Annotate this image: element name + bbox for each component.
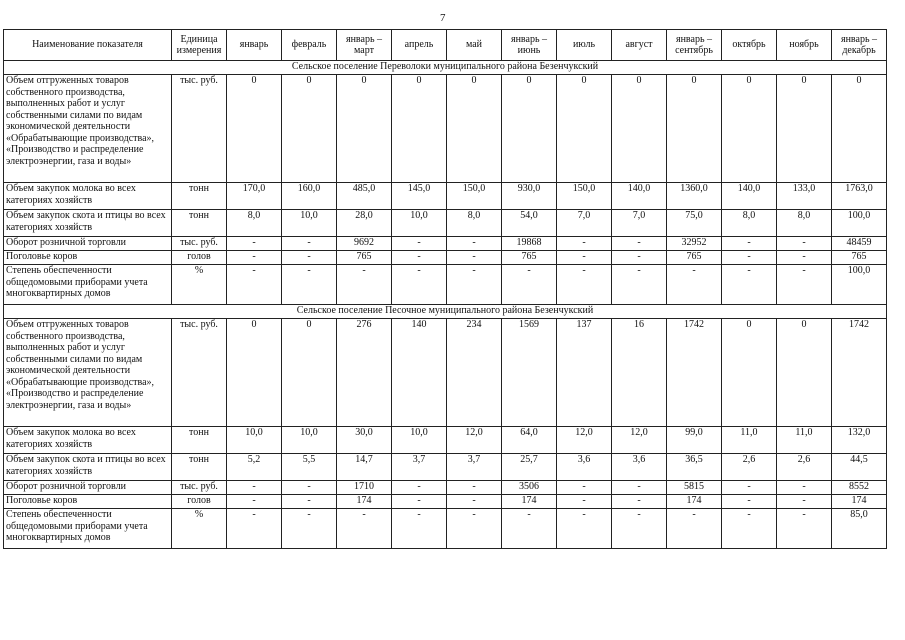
value-cell: - bbox=[502, 509, 557, 549]
unit-cell: % bbox=[172, 265, 227, 305]
value-cell: 0 bbox=[777, 75, 832, 183]
indicator-name: Объем закупок молока во всех категориях хозяйств bbox=[4, 183, 172, 210]
header-cell: Единица измерения bbox=[172, 30, 227, 61]
value-cell: 2,6 bbox=[777, 454, 832, 481]
value-cell: - bbox=[392, 509, 447, 549]
value-cell: - bbox=[612, 495, 667, 509]
table-row bbox=[4, 265, 887, 305]
value-cell: - bbox=[447, 265, 502, 305]
value-cell: 10,0 bbox=[392, 427, 447, 454]
value-cell: 174 bbox=[337, 495, 392, 509]
value-cell: 44,5 bbox=[832, 454, 887, 481]
header-row bbox=[4, 30, 887, 61]
value-cell: - bbox=[227, 509, 282, 549]
value-cell: - bbox=[282, 509, 337, 549]
value-cell: - bbox=[612, 481, 667, 495]
value-cell: - bbox=[447, 251, 502, 265]
indicator-name: Степень обеспеченности общедомовыми приборами учета многоквартирных домов bbox=[4, 509, 172, 549]
value-cell: - bbox=[282, 265, 337, 305]
value-cell: - bbox=[667, 509, 722, 549]
value-cell: - bbox=[227, 481, 282, 495]
value-cell: - bbox=[722, 481, 777, 495]
indicator-name: Степень обеспеченности общедомовыми приборами учета многоквартирных домов bbox=[4, 265, 172, 305]
value-cell: - bbox=[722, 265, 777, 305]
value-cell: 0 bbox=[282, 319, 337, 427]
unit-cell: тыс. руб. bbox=[172, 481, 227, 495]
value-cell: 2,6 bbox=[722, 454, 777, 481]
value-cell: 765 bbox=[337, 251, 392, 265]
table-row bbox=[4, 495, 887, 509]
value-cell: 150,0 bbox=[557, 183, 612, 210]
value-cell: - bbox=[777, 237, 832, 251]
value-cell: - bbox=[557, 251, 612, 265]
header-cell: январь – сентябрь bbox=[667, 30, 722, 61]
value-cell: 28,0 bbox=[337, 210, 392, 237]
table-row bbox=[4, 210, 887, 237]
indicator-name: Поголовье коров bbox=[4, 495, 172, 509]
value-cell: - bbox=[392, 265, 447, 305]
value-cell: 174 bbox=[502, 495, 557, 509]
value-cell: 1742 bbox=[667, 319, 722, 427]
indicator-name: Объем закупок скота и птицы во всех категориях хозяйств bbox=[4, 454, 172, 481]
value-cell: - bbox=[777, 509, 832, 549]
indicator-name: Объем отгруженных товаров собственного производства, выполненных работ и услуг собственными силами по видам экономической деятельности «Обрабатывающие производства», «Производство и распределение электроэнергии, газа и воды» bbox=[4, 75, 172, 183]
table-row bbox=[4, 454, 887, 481]
value-cell: 174 bbox=[832, 495, 887, 509]
value-cell: - bbox=[557, 495, 612, 509]
unit-cell: тонн bbox=[172, 210, 227, 237]
table-row bbox=[4, 427, 887, 454]
value-cell: - bbox=[282, 481, 337, 495]
header-cell: январь – март bbox=[337, 30, 392, 61]
value-cell: - bbox=[447, 481, 502, 495]
value-cell: 234 bbox=[447, 319, 502, 427]
value-cell: 174 bbox=[667, 495, 722, 509]
unit-cell: % bbox=[172, 509, 227, 549]
value-cell: 140 bbox=[392, 319, 447, 427]
value-cell: 5,5 bbox=[282, 454, 337, 481]
value-cell: 3,7 bbox=[392, 454, 447, 481]
value-cell: - bbox=[282, 237, 337, 251]
value-cell: 170,0 bbox=[227, 183, 282, 210]
value-cell: 3,6 bbox=[612, 454, 667, 481]
header-cell: январь bbox=[227, 30, 282, 61]
value-cell: - bbox=[557, 481, 612, 495]
value-cell: 8,0 bbox=[722, 210, 777, 237]
unit-cell: тыс. руб. bbox=[172, 75, 227, 183]
value-cell: - bbox=[722, 251, 777, 265]
value-cell: - bbox=[447, 495, 502, 509]
value-cell: 0 bbox=[392, 75, 447, 183]
value-cell: 9692 bbox=[337, 237, 392, 251]
value-cell: 485,0 bbox=[337, 183, 392, 210]
table-row bbox=[4, 183, 887, 210]
value-cell: 3,7 bbox=[447, 454, 502, 481]
value-cell: - bbox=[392, 237, 447, 251]
value-cell: 14,7 bbox=[337, 454, 392, 481]
section-header-row bbox=[4, 305, 887, 319]
value-cell: 12,0 bbox=[612, 427, 667, 454]
page-number: 7 bbox=[440, 12, 446, 24]
header-cell: август bbox=[612, 30, 667, 61]
value-cell: 276 bbox=[337, 319, 392, 427]
table-row bbox=[4, 251, 887, 265]
table-row bbox=[4, 319, 887, 427]
table-row bbox=[4, 237, 887, 251]
value-cell: 54,0 bbox=[502, 210, 557, 237]
value-cell: 5815 bbox=[667, 481, 722, 495]
value-cell: - bbox=[392, 251, 447, 265]
unit-cell: голов bbox=[172, 251, 227, 265]
header-cell: январь – июнь bbox=[502, 30, 557, 61]
section-title: Сельское поселение Песочное муниципального района Безенчукский bbox=[4, 305, 887, 319]
value-cell: 140,0 bbox=[722, 183, 777, 210]
value-cell: - bbox=[777, 251, 832, 265]
value-cell: 0 bbox=[447, 75, 502, 183]
value-cell: - bbox=[612, 237, 667, 251]
indicator-name: Поголовье коров bbox=[4, 251, 172, 265]
section-header-row bbox=[4, 61, 887, 75]
indicator-name: Объем отгруженных товаров собственного производства, выполненных работ и услуг собственными силами по видам экономической деятельности «Обрабатывающие производства», «Производство и распределение электроэнергии, газа и воды» bbox=[4, 319, 172, 427]
value-cell: 7,0 bbox=[612, 210, 667, 237]
indicator-name: Оборот розничной торговли bbox=[4, 481, 172, 495]
header-cell: ноябрь bbox=[777, 30, 832, 61]
value-cell: - bbox=[392, 481, 447, 495]
value-cell: 48459 bbox=[832, 237, 887, 251]
value-cell: 0 bbox=[227, 75, 282, 183]
table-row bbox=[4, 481, 887, 495]
value-cell: - bbox=[227, 265, 282, 305]
value-cell: - bbox=[227, 237, 282, 251]
value-cell: - bbox=[777, 481, 832, 495]
value-cell: 8,0 bbox=[777, 210, 832, 237]
value-cell: 0 bbox=[667, 75, 722, 183]
value-cell: - bbox=[612, 265, 667, 305]
value-cell: 930,0 bbox=[502, 183, 557, 210]
value-cell: 64,0 bbox=[502, 427, 557, 454]
value-cell: 140,0 bbox=[612, 183, 667, 210]
value-cell: 1763,0 bbox=[832, 183, 887, 210]
value-cell: - bbox=[557, 265, 612, 305]
value-cell: 3,6 bbox=[557, 454, 612, 481]
value-cell: - bbox=[227, 495, 282, 509]
table-row bbox=[4, 75, 887, 183]
header-cell: апрель bbox=[392, 30, 447, 61]
section-title: Сельское поселение Переволоки муниципального района Безенчукский bbox=[4, 61, 887, 75]
value-cell: 150,0 bbox=[447, 183, 502, 210]
value-cell: - bbox=[392, 495, 447, 509]
value-cell: 0 bbox=[557, 75, 612, 183]
value-cell: 160,0 bbox=[282, 183, 337, 210]
unit-cell: тонн bbox=[172, 454, 227, 481]
value-cell: - bbox=[557, 237, 612, 251]
header-cell: Наименование показателя bbox=[4, 30, 172, 61]
value-cell: 133,0 bbox=[777, 183, 832, 210]
value-cell: 132,0 bbox=[832, 427, 887, 454]
value-cell: 99,0 bbox=[667, 427, 722, 454]
value-cell: 1569 bbox=[502, 319, 557, 427]
value-cell: 32952 bbox=[667, 237, 722, 251]
value-cell: 137 bbox=[557, 319, 612, 427]
value-cell: 7,0 bbox=[557, 210, 612, 237]
value-cell: 0 bbox=[227, 319, 282, 427]
value-cell: - bbox=[722, 509, 777, 549]
header-cell: октябрь bbox=[722, 30, 777, 61]
value-cell: 8,0 bbox=[447, 210, 502, 237]
value-cell: 10,0 bbox=[282, 210, 337, 237]
value-cell: - bbox=[612, 509, 667, 549]
value-cell: 765 bbox=[832, 251, 887, 265]
value-cell: 25,7 bbox=[502, 454, 557, 481]
value-cell: - bbox=[337, 265, 392, 305]
value-cell: - bbox=[337, 509, 392, 549]
indicator-name: Оборот розничной торговли bbox=[4, 237, 172, 251]
value-cell: 765 bbox=[667, 251, 722, 265]
value-cell: 0 bbox=[832, 75, 887, 183]
value-cell: - bbox=[227, 251, 282, 265]
value-cell: - bbox=[722, 495, 777, 509]
value-cell: 145,0 bbox=[392, 183, 447, 210]
header-cell: январь – декабрь bbox=[832, 30, 887, 61]
value-cell: - bbox=[722, 237, 777, 251]
value-cell: 12,0 bbox=[557, 427, 612, 454]
value-cell: 100,0 bbox=[832, 210, 887, 237]
value-cell: 1360,0 bbox=[667, 183, 722, 210]
value-cell: 85,0 bbox=[832, 509, 887, 549]
value-cell: 8552 bbox=[832, 481, 887, 495]
value-cell: 16 bbox=[612, 319, 667, 427]
value-cell: 36,5 bbox=[667, 454, 722, 481]
unit-cell: тонн bbox=[172, 427, 227, 454]
unit-cell: тыс. руб. bbox=[172, 237, 227, 251]
value-cell: 10,0 bbox=[392, 210, 447, 237]
value-cell: - bbox=[447, 237, 502, 251]
value-cell: 10,0 bbox=[282, 427, 337, 454]
value-cell: 75,0 bbox=[667, 210, 722, 237]
unit-cell: голов bbox=[172, 495, 227, 509]
value-cell: 3506 bbox=[502, 481, 557, 495]
indicator-name: Объем закупок скота и птицы во всех категориях хозяйств bbox=[4, 210, 172, 237]
unit-cell: тыс. руб. bbox=[172, 319, 227, 427]
unit-cell: тонн bbox=[172, 183, 227, 210]
value-cell: - bbox=[447, 509, 502, 549]
value-cell: - bbox=[502, 265, 557, 305]
header-cell: июль bbox=[557, 30, 612, 61]
value-cell: - bbox=[557, 509, 612, 549]
value-cell: 765 bbox=[502, 251, 557, 265]
value-cell: 1742 bbox=[832, 319, 887, 427]
value-cell: 100,0 bbox=[832, 265, 887, 305]
value-cell: - bbox=[667, 265, 722, 305]
value-cell: 8,0 bbox=[227, 210, 282, 237]
value-cell: 11,0 bbox=[777, 427, 832, 454]
value-cell: 0 bbox=[282, 75, 337, 183]
value-cell: - bbox=[777, 495, 832, 509]
value-cell: - bbox=[282, 495, 337, 509]
value-cell: - bbox=[282, 251, 337, 265]
table-row bbox=[4, 509, 887, 549]
value-cell: 0 bbox=[502, 75, 557, 183]
indicator-name: Объем закупок молока во всех категориях хозяйств bbox=[4, 427, 172, 454]
indicators-table bbox=[3, 29, 887, 549]
value-cell: 19868 bbox=[502, 237, 557, 251]
value-cell: - bbox=[777, 265, 832, 305]
value-cell: - bbox=[612, 251, 667, 265]
value-cell: 1710 bbox=[337, 481, 392, 495]
value-cell: 5,2 bbox=[227, 454, 282, 481]
value-cell: 0 bbox=[612, 75, 667, 183]
value-cell: 10,0 bbox=[227, 427, 282, 454]
value-cell: 12,0 bbox=[447, 427, 502, 454]
header-cell: февраль bbox=[282, 30, 337, 61]
value-cell: 0 bbox=[722, 75, 777, 183]
header-cell: май bbox=[447, 30, 502, 61]
value-cell: 11,0 bbox=[722, 427, 777, 454]
value-cell: 0 bbox=[337, 75, 392, 183]
value-cell: 0 bbox=[777, 319, 832, 427]
value-cell: 30,0 bbox=[337, 427, 392, 454]
value-cell: 0 bbox=[722, 319, 777, 427]
